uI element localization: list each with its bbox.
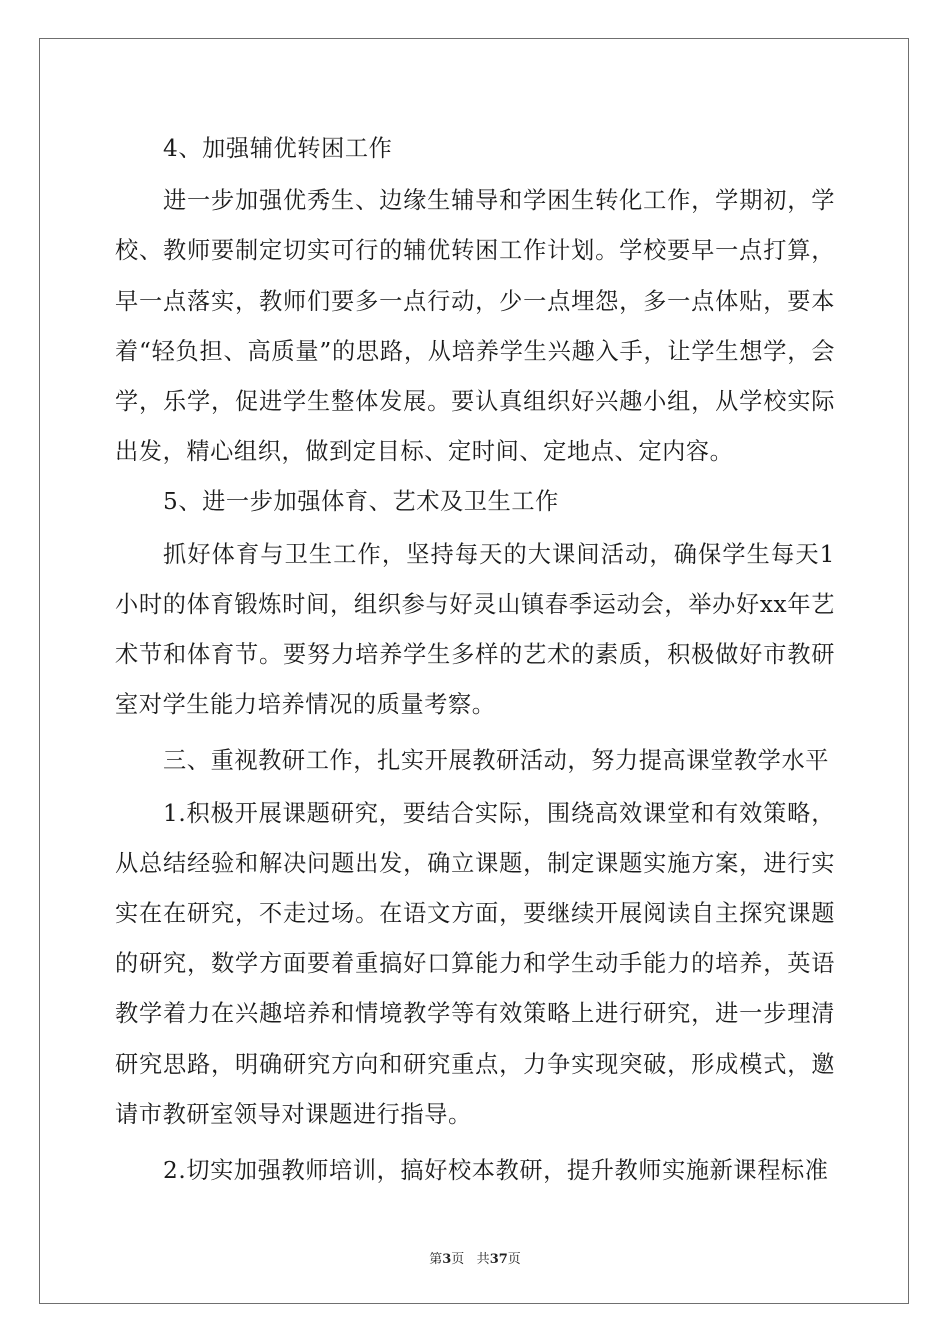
paragraph-research: 1.积极开展课题研究，要结合实际，围绕高效课堂和有效策略，从总结经验和解决问题出发，确立课题，制定课题实施方案，进行实实在在研究，不走过场。在语文方面，要继续开展阅读自主探究课题的研究，数学方面要着重搞好口算能力和学生动手能力的培养，英语教学着力在兴趣培养和情境教学等有效策略上进行研究，进一步理清研究思路，明确研究方向和研究重点，力争实现突破，形成模式，邀请市教研室领导对课题进行指导。 bbox=[115, 799, 835, 1128]
total-pages: 37 bbox=[489, 1252, 508, 1267]
document-body bbox=[115, 124, 835, 1196]
total-unit: 页 bbox=[507, 1252, 521, 1267]
paragraph-tutoring: 进一步加强优秀生、边缘生辅导和学困生转化工作，学期初，学校、教师要制定切实可行的辅优转困工作计划。学校要早一点打算，早一点落实，教师们要多一点行动，少一点埋怨，多一点体贴，要本着“轻负担、高质量”的思路，从培养学生兴趣入手，让学生想学，会学，乐学，促进学生整体发展。要认真组织好兴趣小组，从学校实际出发，精心组织，做到定目标、定时间、定地点、定内容。 bbox=[115, 187, 835, 466]
page-unit: 页 bbox=[451, 1252, 465, 1267]
section-heading-3: 三、重视教研工作，扎实开展教研活动，努力提高课堂教学水平 bbox=[163, 747, 830, 775]
page-prefix: 第 bbox=[429, 1252, 443, 1267]
page-footer bbox=[0, 1248, 950, 1267]
section-heading-4: 4、加强辅优转困工作 bbox=[163, 135, 393, 162]
page-number: 3 bbox=[442, 1252, 452, 1267]
section-heading-5: 5、进一步加强体育、艺术及卫生工作 bbox=[163, 488, 559, 516]
paragraph-sports-health: 抓好体育与卫生工作，坚持每天的大课间活动，确保学生每天1小时的体育锻炼时间，组织参与好灵山镇春季运动会，举办好xx年艺术节和体育节。要努力培养学生多样的艺术的素质，积极做好市教研室对学生能力培养情况的质量考察。 bbox=[115, 540, 835, 719]
paragraph-teacher-training: 2.切实加强教师培训，搞好校本教研，提升教师实施新课程标准 bbox=[163, 1157, 829, 1185]
total-prefix: 共 bbox=[476, 1252, 490, 1267]
